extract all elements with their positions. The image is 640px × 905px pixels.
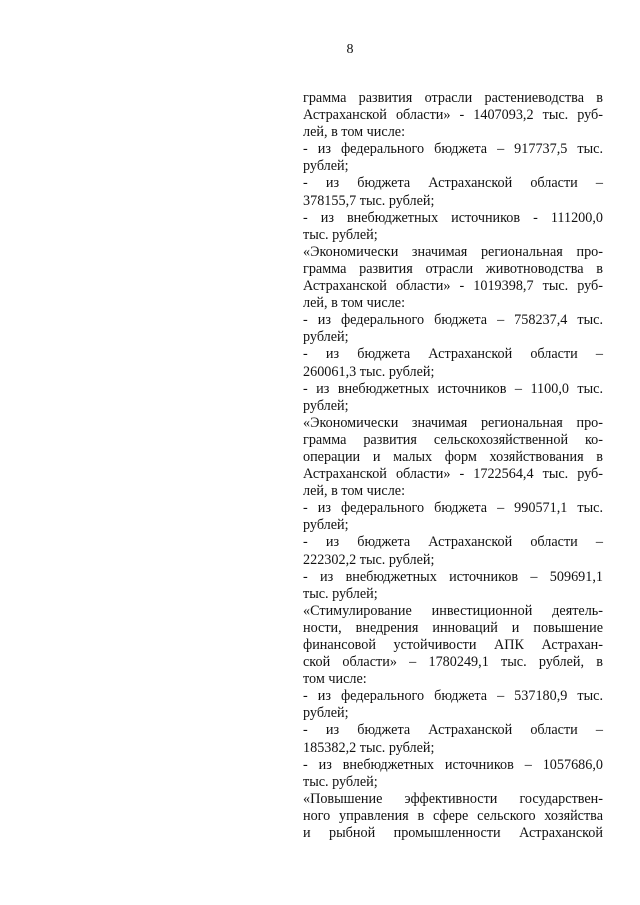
text-line: 378155,7 тыс. рублей; bbox=[303, 192, 435, 209]
text-line: ской области» – 1780249,1 тыс. рублей, в bbox=[303, 654, 603, 671]
text-line: - из внебюджетных источников - 111200,0 bbox=[303, 209, 603, 226]
text-line: и рыбной промышленности Астраханской bbox=[303, 825, 603, 842]
text-line: ности, внедрения инноваций и повышение bbox=[303, 619, 603, 636]
text-line: - из бюджета Астраханской области – bbox=[303, 346, 603, 363]
text-line: лей, в том числе: bbox=[303, 124, 406, 141]
text-line: лей, в том числе: bbox=[303, 295, 406, 312]
text-line: тыс. рублей; bbox=[303, 226, 378, 243]
text-line: - из бюджета Астраханской области – bbox=[303, 722, 603, 739]
text-line: рублей; bbox=[303, 397, 349, 414]
text-line: - из внебюджетных источников – 1057686,0 bbox=[303, 756, 603, 773]
text-line: «Экономически значимая региональная про- bbox=[303, 414, 603, 431]
text-line: том числе: bbox=[303, 671, 367, 688]
text-line: рублей; bbox=[303, 705, 349, 722]
text-line: операции и малых форм хозяйствования в bbox=[303, 448, 603, 465]
text-line: Астраханской области» - 1407093,2 тыс. руб- bbox=[303, 107, 603, 124]
page-number: 8 bbox=[346, 42, 354, 57]
text-line: - из внебюджетных источников – 1100,0 тыс. bbox=[303, 380, 603, 397]
text-line: 185382,2 тыс. рублей; bbox=[303, 739, 435, 756]
text-line: рублей; bbox=[303, 329, 349, 346]
text-line: - из федерального бюджета – 758237,4 тыс. bbox=[303, 312, 603, 329]
text-line: грамма развития сельскохозяйственной ко- bbox=[303, 431, 603, 448]
text-line: «Повышение эффективности государствен- bbox=[303, 790, 603, 807]
text-line: - из бюджета Астраханской области – bbox=[303, 175, 603, 192]
text-line: «Стимулирование инвестиционной деятель- bbox=[303, 602, 603, 619]
text-line: - из федерального бюджета – 990571,1 тыс. bbox=[303, 500, 603, 517]
text-line: - из федерального бюджета – 537180,9 тыс. bbox=[303, 688, 603, 705]
text-line: «Экономически значимая региональная про- bbox=[303, 243, 603, 260]
text-line: - из внебюджетных источников – 509691,1 bbox=[303, 568, 603, 585]
document-body-text bbox=[303, 90, 603, 842]
text-line: грамма развития отрасли растениеводства в bbox=[303, 90, 603, 106]
text-line: - из бюджета Астраханской области – bbox=[303, 534, 603, 551]
text-line: - из федерального бюджета – 917737,5 тыс. bbox=[303, 141, 603, 158]
text-line: лей, в том числе: bbox=[303, 483, 406, 500]
text-line: 222302,2 тыс. рублей; bbox=[303, 551, 435, 568]
text-line: Астраханской области» - 1019398,7 тыс. руб- bbox=[303, 278, 603, 295]
text-line: тыс. рублей; bbox=[303, 585, 378, 602]
text-line: 260061,3 тыс. рублей; bbox=[303, 363, 435, 380]
text-line: рублей; bbox=[303, 517, 349, 534]
text-line: тыс. рублей; bbox=[303, 773, 378, 790]
text-line: грамма развития отрасли животноводства в bbox=[303, 260, 603, 277]
text-line: Астраханской области» - 1722564,4 тыс. руб- bbox=[303, 466, 603, 483]
text-line: рублей; bbox=[303, 158, 349, 175]
text-line: финансовой устойчивости АПК Астрахан- bbox=[303, 637, 603, 653]
text-line: ного управления в сфере сельского хозяйства bbox=[303, 807, 603, 824]
